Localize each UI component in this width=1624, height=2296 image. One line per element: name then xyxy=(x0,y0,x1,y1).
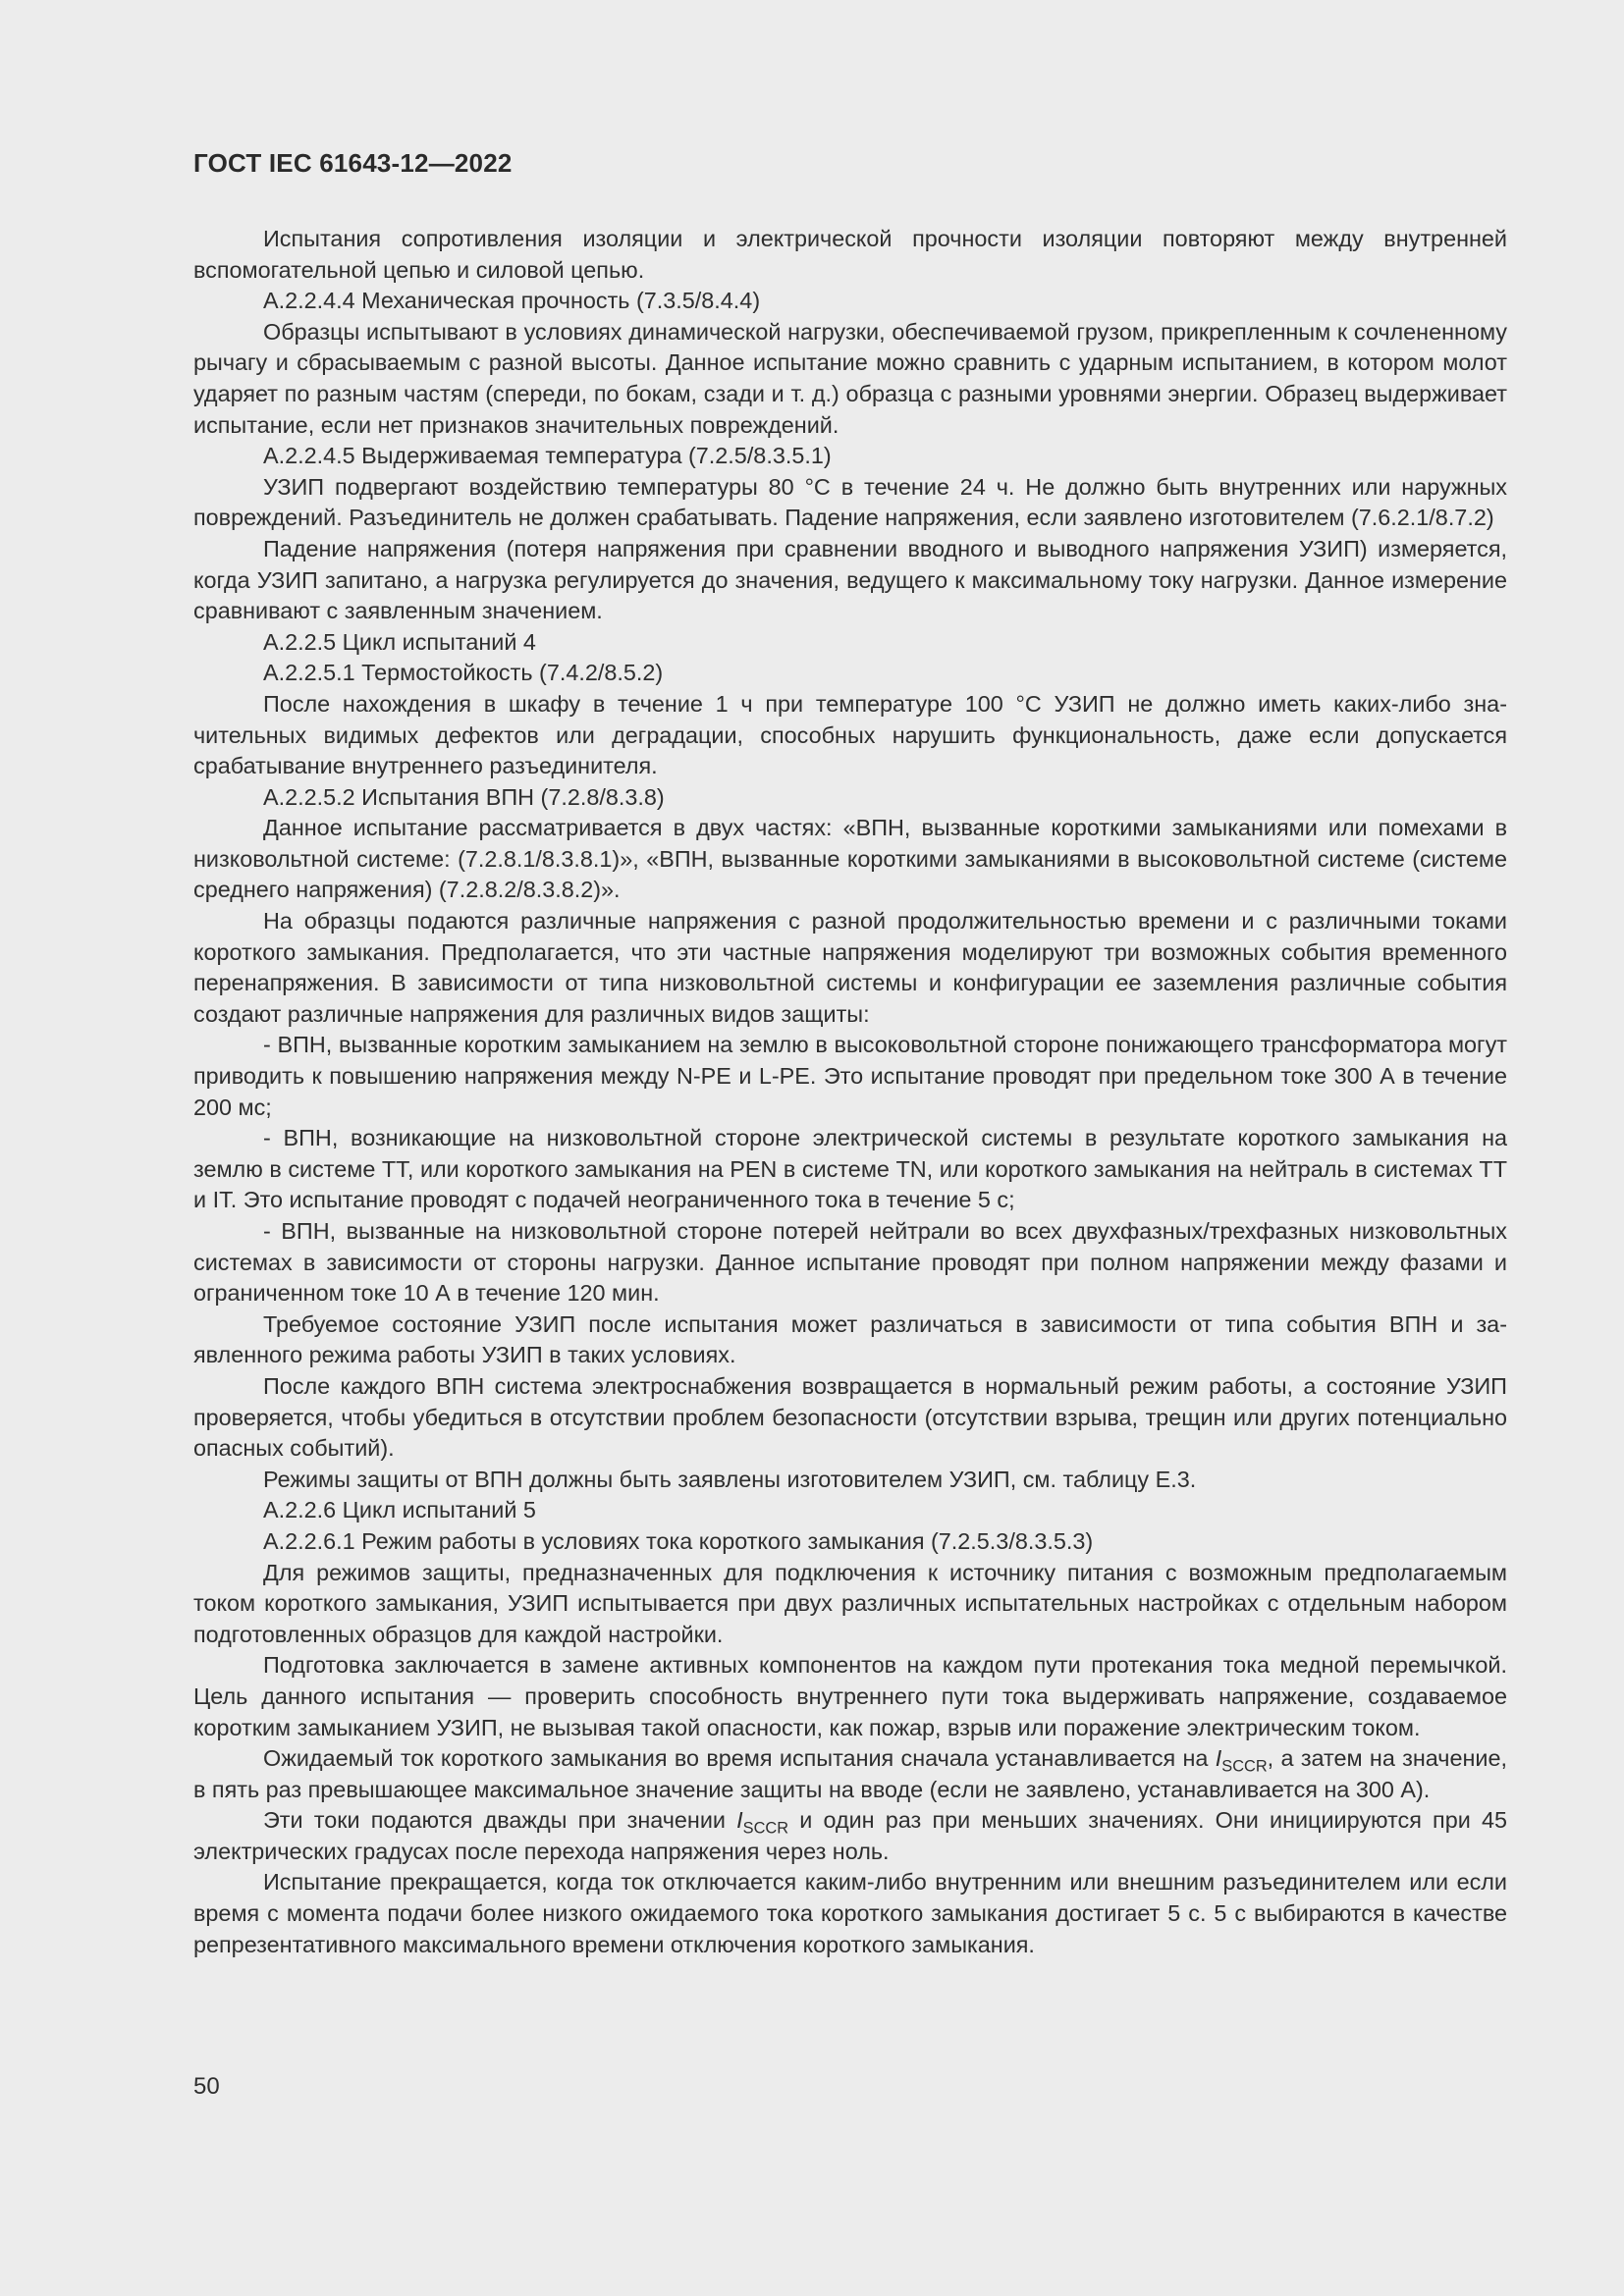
list-item: - ВПН, вызванные на низковольтной стороне потерей нейтрали во всех двухфазных/трехфазных низковольтных системах в зависимости от стороны нагрузки. Данное испытание проводят при полном напряжении между фазами и ограниченном токе 10 А в течение 120 мин. xyxy=(193,1218,1507,1307)
section-heading: A.2.2.4.4 Механическая прочность (7.3.5/8.4.4) xyxy=(263,288,761,314)
section-heading: A.2.2.6.1 Режим работы в условиях тока короткого замыкания (7.2.5.3/8.3.5.3) xyxy=(263,1527,1094,1554)
list-item: - ВПН, вызванные коротким замыканием на землю в высоковольтной стороне понижающего трансформатора могут приводить к повышению напряжения между N-PE и L-PE. Это испытание проводят при предельном токе 300 А в течение 200 мс; xyxy=(193,1032,1507,1120)
section-heading: A.2.2.6 Цикл испытаний 5 xyxy=(263,1497,536,1523)
paragraph: После каждого ВПН система электроснабжения возвращается в нормальный режим работы, а состояние УЗИП проверяется, чтобы убедиться в отсутствии проблем безопасности (отсутствии взрыва, трещин или других потенциально опасных событий). xyxy=(193,1372,1507,1462)
section-heading: A.2.2.5 Цикл испытаний 4 xyxy=(263,628,536,655)
section-heading: A.2.2.5.2 Испытания ВПН (7.2.8/8.3.8) xyxy=(263,783,665,810)
section-heading: A.2.2.4.5 Выдерживаемая температура (7.2.5/8.3.5.1) xyxy=(263,443,832,469)
document-body xyxy=(193,224,1507,1960)
page-number: 50 xyxy=(193,2073,220,2100)
paragraph: После нахождения в шкафу в течение 1 ч при температуре 100 °C УЗИП не должно иметь каких-либо значительных видимых дефектов или деградации, способных нарушить функциональность, даже если допускается срабатывание внутреннего разъединителя. xyxy=(193,690,1507,779)
section-heading: A.2.2.5.1 Термостойкость (7.4.2/8.5.2) xyxy=(263,660,664,686)
paragraph: Эти токи подаются дважды при значении $I_{SCCR}$ и один раз при меньших значениях. Они инициируются при 45 электрических градусах после перехода напряжения через ноль. xyxy=(193,1807,1507,1864)
paragraph: На образцы подаются различные напряжения с разной продолжительностью времени и с различными токами короткого замыкания. Предполагается, что эти частные напряжения моделируют три возможных события временного перенапряжения. В зависимости от типа низковольтной системы и конфигурации ее заземления различные события создают различные напряжения для различных видов защиты: xyxy=(193,908,1507,1027)
paragraph: Данное испытание рассматривается в двух частях: «ВПН, вызванные короткими замыканиями или помехами в низковольтной системе: (7.2.8.1/8.3.8.1)», «ВПН, вызванные короткими замыканиями в высоковольтной системе (системе среднего напряжения) (7.2.8.2/8.3.8.2)». xyxy=(193,815,1507,903)
list-item: - ВПН, возникающие на низковольтной стороне электрической системы в результате короткого замыкания на землю в системе TT, или короткого замыкания на PEN в системе TN, или короткого замыкания на нейтраль в системах TT и IT. Это испытание проводят с подачей неограниченного тока в течение 5 с; xyxy=(193,1125,1507,1213)
paragraph: Для режимов защиты, предназначенных для подключения к источнику питания с возможным предполагаемым током короткого замыкания, УЗИП испытывается при двух различных испытательных настройках с отдельным набором подготовленных образцов для каждой настройки. xyxy=(193,1559,1507,1647)
paragraph: Образцы испытывают в условиях динамической нагрузки, обеспечиваемой грузом, прикрепленным к сочлененному рычагу и сбрасываемым с разной высоты. Данное испытание можно сравнить с ударным испытанием, в котором молот ударяет по разным частям (спереди, по бокам, сзади и т. д.) образца с разными уровнями энергии. Образец выдерживает испытание, если нет признаков значительных повреждений. xyxy=(193,318,1507,438)
paragraph: Испытания сопротивления изоляции и электрической прочности изоляции повторяют между внутренней вспомогательной цепью и силовой цепью. xyxy=(193,226,1507,283)
paragraph: Испытание прекращается, когда ток отключается каким-либо внутренним или внешним разъединителем или если время с момента подачи более низкого ожидаемого тока короткого замыкания достигает 5 с. 5 с выбираются в качестве репрезентативного максимального времени отключения короткого замыкания. xyxy=(193,1869,1507,1957)
paragraph: УЗИП подвергают воздействию температуры 80 °C в течение 24 ч. Не должно быть внутренних или наружных повреждений. Разъединитель не должен срабатывать. Падение напряжения, если заявлено изготовителем (7.6.2.1/8.7.2) xyxy=(193,473,1507,531)
paragraph: Ожидаемый ток короткого замыкания во время испытания сначала устанавливается на $I_{SCCR}$, а затем на значение, в пять раз превышающее максимальное значение защиты на вводе (если не заявлено, устанавливается на 300 А). xyxy=(193,1745,1507,1802)
paragraph: Режимы защиты от ВПН должны быть заявлены изготовителем УЗИП, см. таблицу E.3. xyxy=(263,1466,1197,1492)
paragraph: Требуемое состояние УЗИП после испытания может различаться в зависимости от типа события ВПН и заявленного режима работы УЗИП в таких условиях. xyxy=(193,1310,1507,1368)
paragraph: Падение напряжения (потеря напряжения при сравнении вводного и выводного напряжения УЗИП) измеряется, когда УЗИП запитано, а нагрузка регулируется до значения, ведущего к максимальному току нагрузки. Данное измерение сравнивают с заявленным значением. xyxy=(193,535,1507,624)
paragraph: Подготовка заключается в замене активных компонентов на каждом пути протекания тока медной перемычкой. Цель данного испытания — проверить способность внутреннего пути тока выдерживать напряжение, создаваемое коротким замыканием УЗИП, не вызывая такой опасности, как пожар, взрыв или поражение электрическим током. xyxy=(193,1652,1507,1740)
document-header: ГОСТ IEC 61643-12—2022 xyxy=(193,148,513,178)
